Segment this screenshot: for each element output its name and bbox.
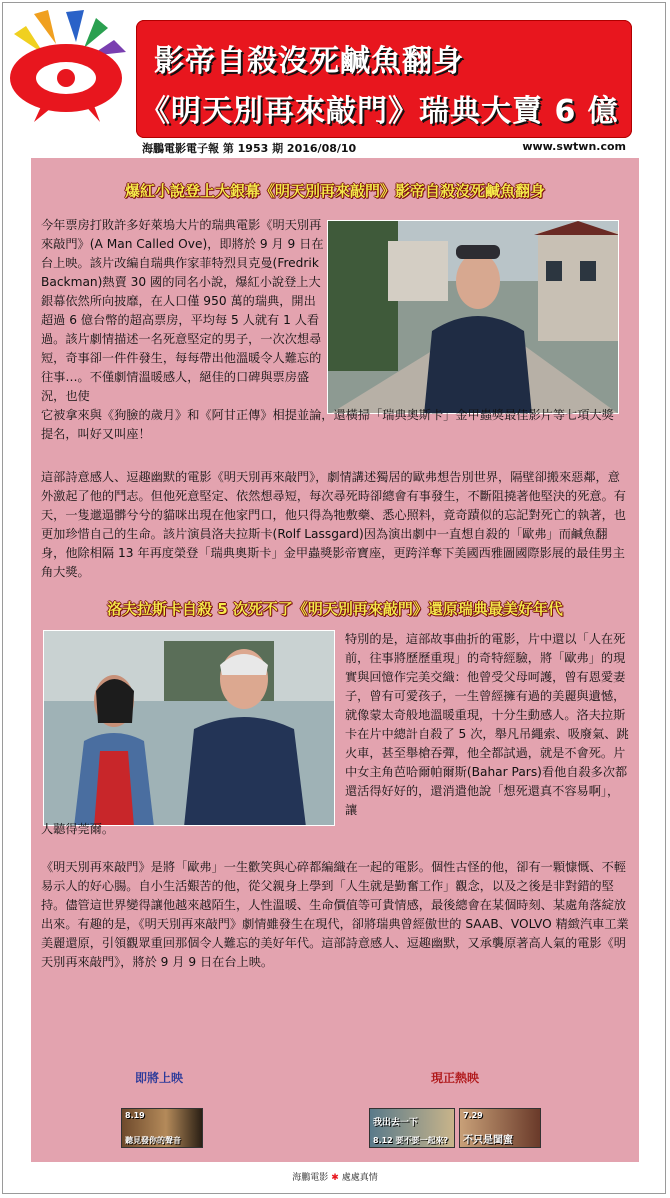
coming-soon-label[interactable]: 即將上映 (135, 1071, 184, 1085)
poster1-date: 8.19 (125, 1111, 145, 1120)
paragraph-3: 特別的是，這部故事曲折的電影，片中還以「人在死前，往事將歷歷重現」的奇特經驗，將「歐弗」的現實與回憶作完美交織：他曾受父母呵護，曾有恩愛妻子，曾有可愛孩子，一生曾經擁有過的美麗與遺憾，就像蒙太奇般地溫暖重現，十分生動感人。洛夫拉斯卡在片中總計自殺了 5 次，舉凡吊繩索、吸廢氣、跳火車，甚至舉槍吞彈，他全都試過，就是不會死。片中女主角芭哈爾帕爾斯(Bahar Pars)看他自殺多次都還活得好好的，還消遣他說「想死還真不容易啊」，讓 (345, 632, 629, 817)
poster3-date: 7.29 (463, 1111, 483, 1120)
title-banner (136, 20, 632, 138)
poster2-date: 8.12 要不要一起來? (373, 1136, 449, 1145)
section-heading-1: 爆紅小說登上大銀幕《明天別再來敲門》影帝自殺沒死鹹魚翻身 (124, 182, 545, 200)
footer-brand: 海鵬電影 (292, 1173, 329, 1183)
issue-info: 海鵬電影電子報 第 1953 期 2016/08/10 (142, 142, 357, 155)
footer-slogan: 處處真情 (341, 1173, 378, 1183)
section-heading-2: 洛夫拉斯卡自殺 5 次死不了《明天別再來敲門》還原瑞典最美好年代 (107, 600, 563, 618)
paragraph-2: 這部詩意感人、逗趣幽默的電影《明天別再來敲門》，劇情講述獨居的歐弗想告別世界，隔壁卻搬來惡鄰，意外激起了他的鬥志。但他死意堅定、依然想尋短，每次尋死時卻總會有事發生，不斷阻撓著他堅決的死意。有天，一隻邋遢髒兮兮的貓咪出現在他家門口，他只得為牠敷藥、悉心照料，竟奇蹟似的忘記對死亡的執著，也更加珍惜自己的生命。該片演員洛夫拉斯卡(Rolf Lassgard)因為演出劇中一直想自殺的「歐弗」而鹹魚翻身，他除相隔 13 年再度榮登「瑞典奧斯卡」金甲蟲獎影帝寶座，更跨洋奪下美國西雅圖國際影展的最佳男主角大獎。 (41, 470, 626, 579)
paragraph-1-cont: 它被拿來與《狗臉的歲月》和《阿甘正傳》相提並論，還橫掃「瑞典奧斯卡」金甲蟲獎最佳影片等七項大獎提名，叫好又叫座！ (41, 408, 614, 441)
poster2-title: 我出去一下 (373, 1118, 419, 1128)
footer (0, 1170, 670, 1183)
logo-mini-icon: ✱ (331, 1173, 339, 1183)
poster-now-showing-2[interactable] (459, 1108, 541, 1148)
title-line2: 《明天別再來敲門》瑞典大賣 6 億 (140, 94, 619, 129)
swtwn-logo (4, 4, 136, 124)
poster3-title: 不只是閨蜜 (463, 1135, 513, 1146)
poster-coming-soon[interactable] (121, 1108, 203, 1148)
title-line1: 影帝自殺沒死鹹魚翻身 (154, 44, 464, 79)
paragraph-4: 《明天別再來敲門》是將「歐弗」一生歡笑與心碎都編織在一起的電影。個性古怪的他，卻有一顆慷慨、不輕易示人的好心腸。自小生活艱苦的他，從父親身上學到「人生就是勤奮工作」觀念，以及之後是非對錯的堅持。儘管這世界變得讓他越來越陌生，人性溫暖、生命價值等可貴情感，最後總會在某個時刻、某處角落綻放出來。有趣的是，《明天別再來敲門》劇情雖發生在現代，卻將瑞典曾經傲世的 SAAB、VOLVO 精緻汽車工業美麗還原，引領觀眾重回那個令人難忘的美好年代。這部詩意感人、逗趣幽默，又承襲原著高人氣的電影《明天別再來敲門》，將於 9 月 9 日在台上映。 (41, 860, 629, 969)
poster-now-showing-1[interactable] (369, 1108, 455, 1148)
site-link[interactable]: www.swtwn.com (522, 140, 626, 153)
paragraph-1: 今年票房打敗許多好萊塢大片的瑞典電影《明天別再來敲門》(A Man Called Ove)，即將於 9 月 9 日在台上映。該片改編自瑞典作家菲特烈貝克曼(Fredrik Backman)熱賣 30 國的同名小說，爆紅小說登上大銀幕依然所向披靡，在人口僅 950 萬的瑞典，開出超過 6 億台幣的超高票房，平均每 5 人就有 1 人看過。該片劇情描述一名死意堅定的男子，一次次想尋短，奇事卻一件件發生，每每帶出他溫暖令人難忘的往事…。不僅劇情溫暖感人，絕佳的口碑與票房盛況，也使 (41, 218, 324, 403)
paragraph-3-cont: 人聽得莞爾。 (41, 822, 115, 836)
ove-street-photo (327, 220, 619, 414)
article-body (31, 158, 639, 1162)
poster1-title: 聽見發你的聲音 (125, 1136, 181, 1145)
now-showing-label[interactable]: 現正熱映 (431, 1071, 480, 1085)
ove-and-parvaneh-photo (43, 630, 335, 826)
